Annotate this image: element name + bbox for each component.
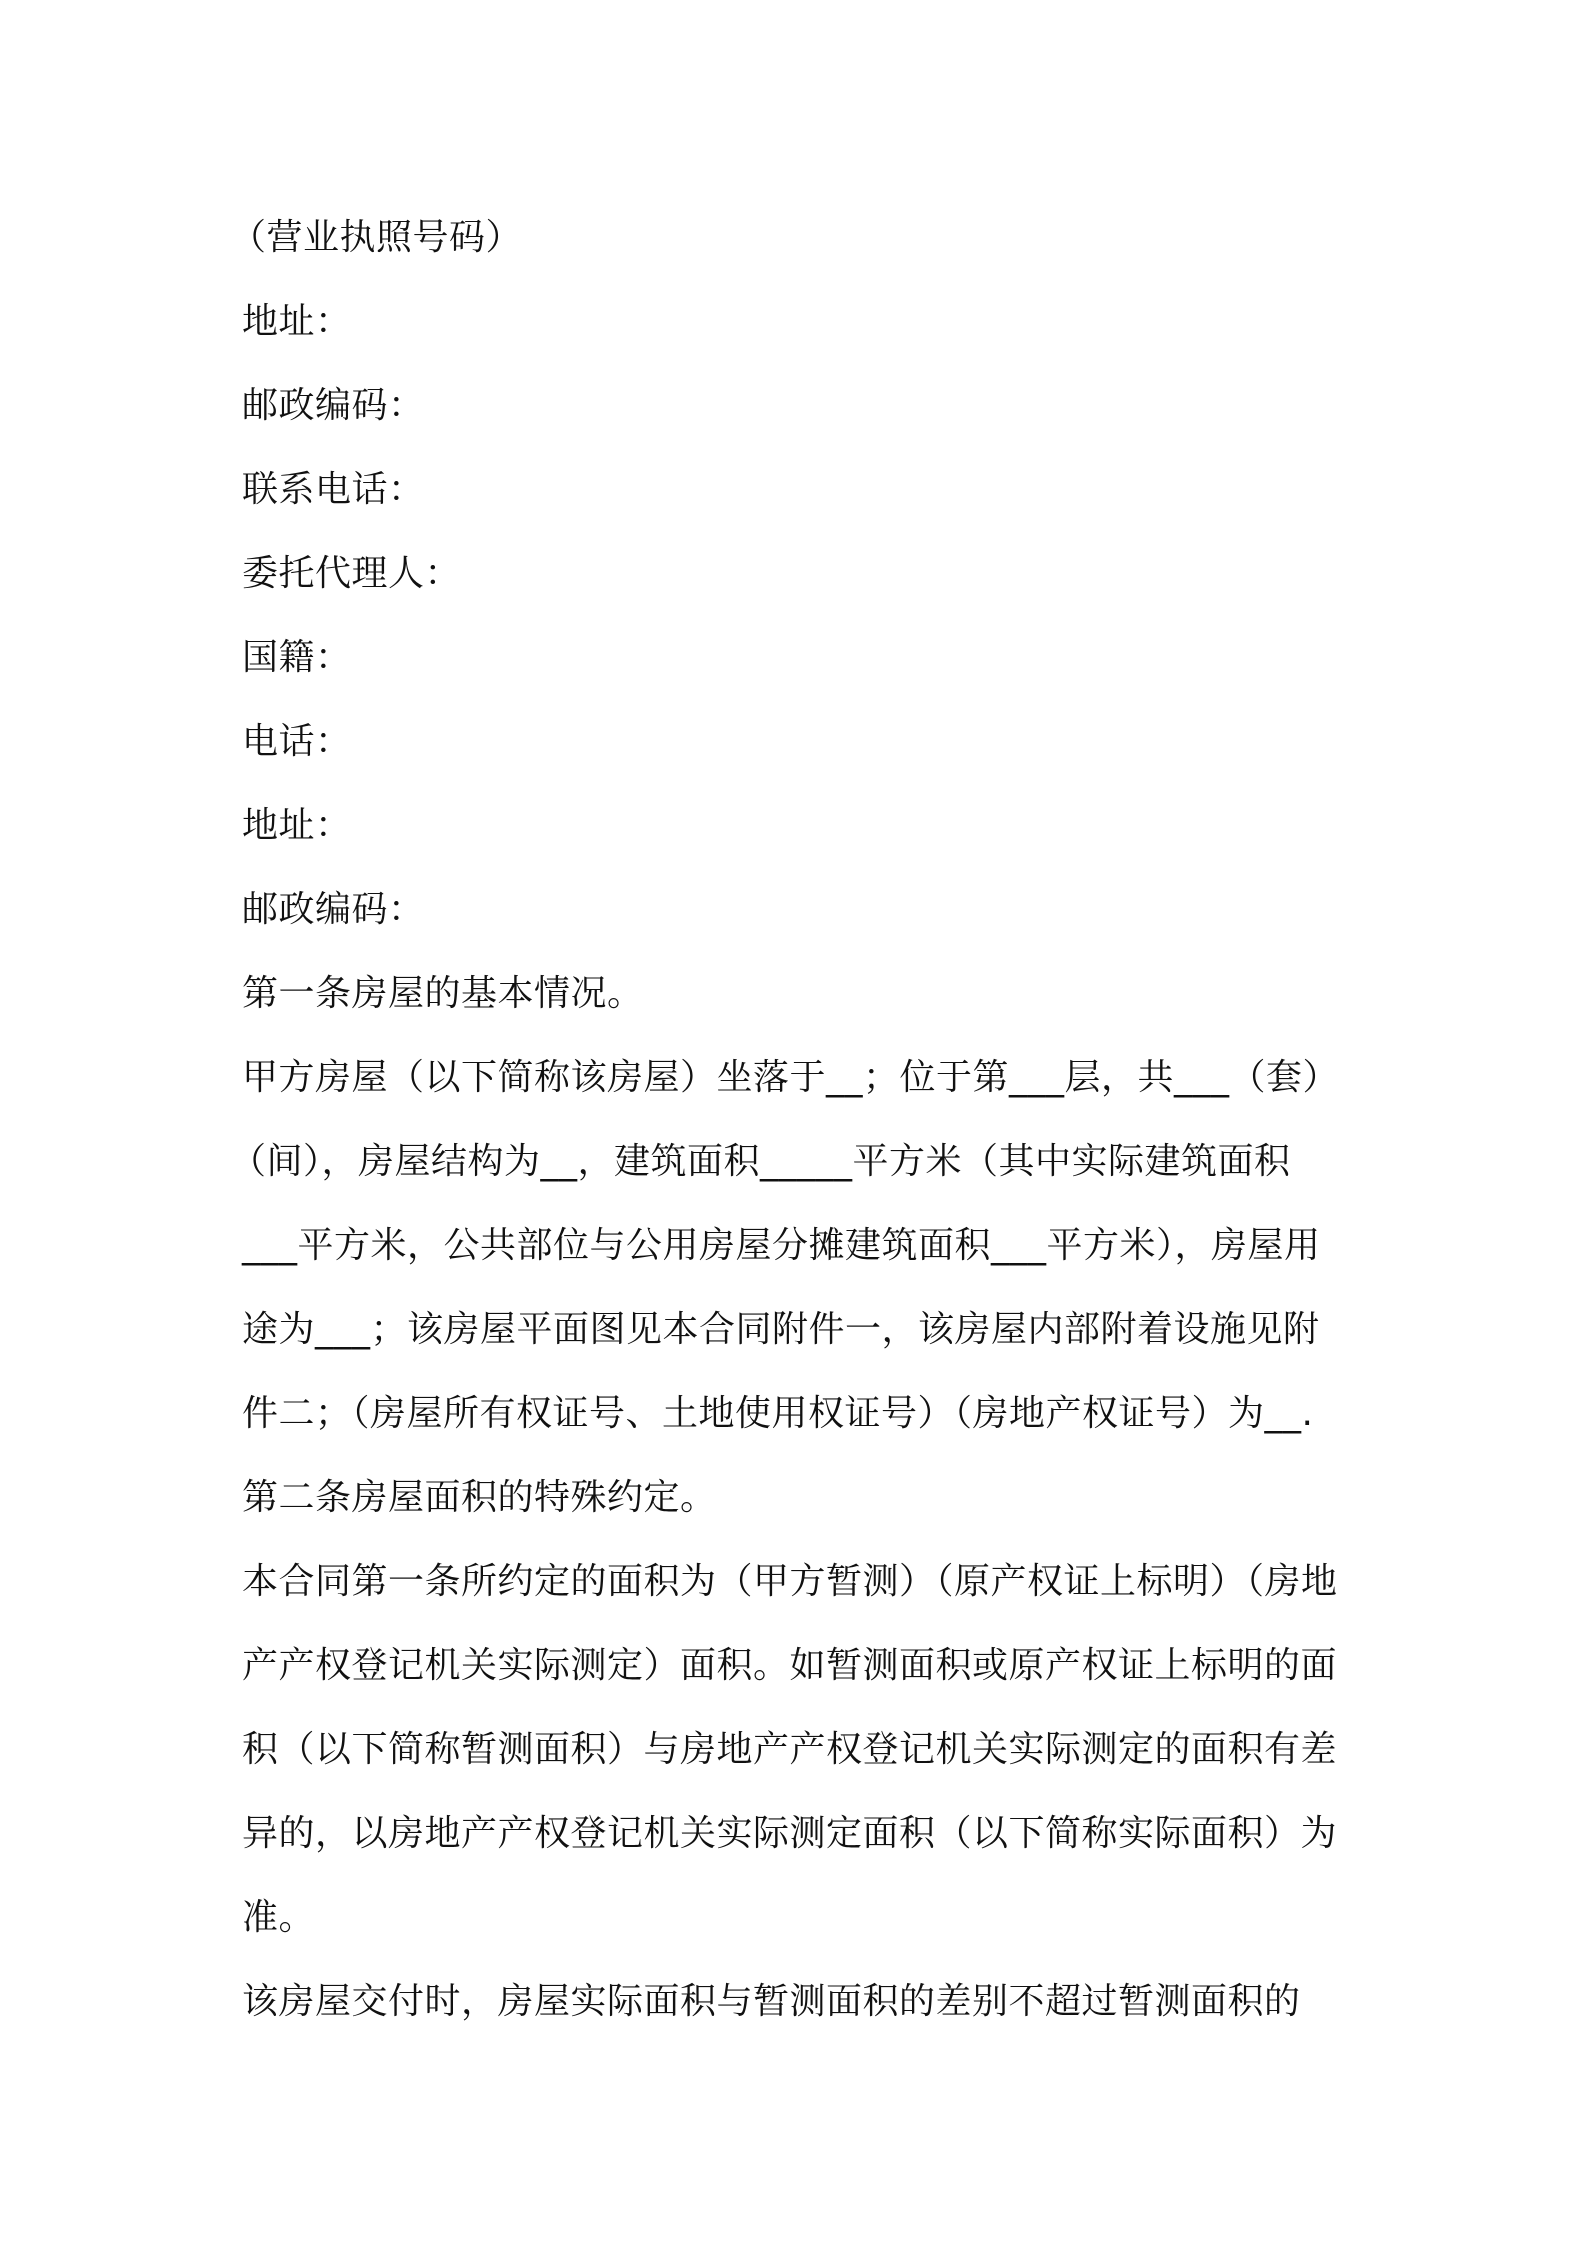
article-2-line: 准。 bbox=[242, 1897, 316, 1938]
agent-address-label: 地址： bbox=[242, 805, 352, 846]
document-body bbox=[230, 196, 1362, 2044]
article-2-line: 异的，以房地产产权登记机关实际测定面积（以下简称实际面积）为 bbox=[242, 1813, 1338, 1854]
business-license-number-label: （营业执照号码） bbox=[230, 217, 523, 258]
article-2-paragraph bbox=[242, 1540, 1362, 1960]
article-1-heading: 第一条房屋的基本情况。 bbox=[242, 973, 644, 1014]
article-2-line: 产产权登记机关实际测定）面积。如暂测面积或原产权证上标明的面 bbox=[242, 1645, 1338, 1686]
article-2-line: 本合同第一条所约定的面积为（甲方暂测）（原产权证上标明）（房地 bbox=[242, 1561, 1338, 1602]
article-2-line: 积（以下简称暂测面积）与房地产产权登记机关实际测定的面积有差 bbox=[242, 1729, 1338, 1770]
article-1-line: 件二；（房屋所有权证号、土地使用权证号）（房地产权证号）为__. bbox=[242, 1393, 1314, 1434]
article-1-line: 甲方房屋（以下简称该房屋）坐落于__；位于第___层，共___（套） bbox=[242, 1057, 1340, 1098]
address-label: 地址： bbox=[242, 301, 352, 342]
article-2-heading: 第二条房屋面积的特殊约定。 bbox=[242, 1477, 717, 1518]
article-1-line: 途为___；该房屋平面图见本合同附件一，该房屋内部附着设施见附 bbox=[242, 1309, 1320, 1350]
phone-label: 电话： bbox=[242, 721, 352, 762]
article-1-paragraph bbox=[230, 1036, 1362, 1456]
article-1-line: ___平方米，公共部位与公用房屋分摊建筑面积___平方米），房屋用 bbox=[242, 1225, 1321, 1266]
contact-phone-label: 联系电话： bbox=[242, 469, 425, 510]
article-2-continued-line: 该房屋交付时，房屋实际面积与暂测面积的差别不超过暂测面积的 bbox=[242, 1981, 1301, 2022]
nationality-label: 国籍： bbox=[242, 637, 352, 678]
postal-code-label: 邮政编码： bbox=[242, 385, 425, 426]
agent-postal-code-label: 邮政编码： bbox=[242, 889, 425, 930]
authorized-agent-label: 委托代理人： bbox=[242, 553, 462, 594]
article-1-line: （间），房屋结构为__，建筑面积_____平方米（其中实际建筑面积 bbox=[230, 1141, 1291, 1182]
